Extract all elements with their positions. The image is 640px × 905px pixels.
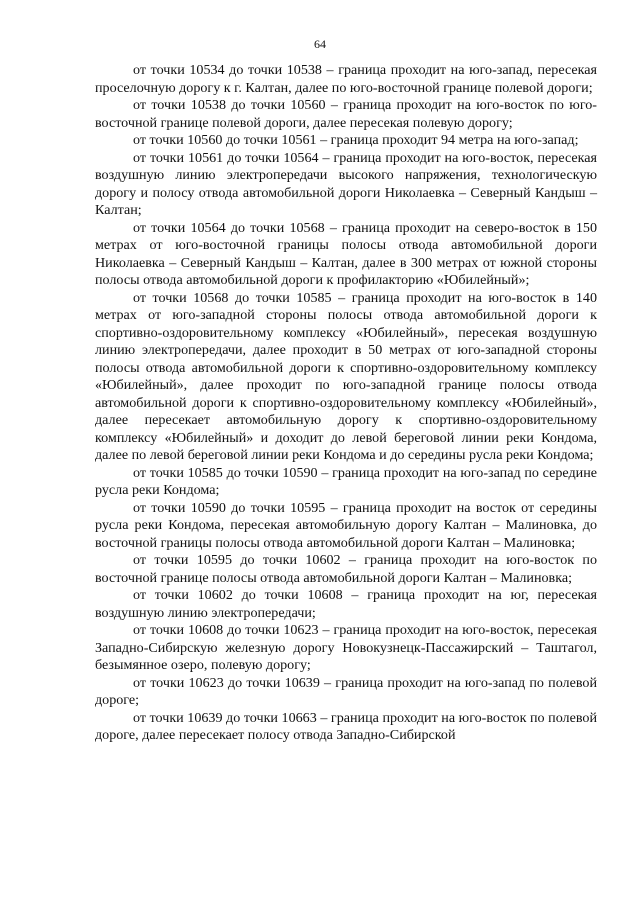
paragraph: от точки 10568 до точки 10585 – граница проходит на юго-восток в 140 метрах от юго-западной стороны полосы отвода автомобильной дороги к спортивно-оздоровительному комплексу «Юбилейный», пересекая воздушную линию электропередачи, далее проходит в 50 метрах от юго-западной стороны полосы отвода автомобильной дороги к спортивно-оздоровительному комплексу «Юбилейный», далее проходит по юго-западной границе полосы отвода автомобильной дороги к спортивно-оздоровительному комплексу «Юбилейный», далее пересекает автомобильную дорогу к спортивно-оздоровительному комплексу «Юбилейный» и доходит до левой береговой линии реки Кондома, далее по левой береговой линии реки Кондома и до середины русла реки Кондома; xyxy=(95,289,597,463)
paragraph: от точки 10595 до точки 10602 – граница проходит на юго-восток по восточной границе полосы отвода автомобильной дороги Калтан – Малиновка; xyxy=(95,552,597,586)
paragraph: от точки 10560 до точки 10561 – граница проходит 94 метра на юго-запад; xyxy=(133,132,579,148)
paragraph: от точки 10608 до точки 10623 – граница проходит на юго-восток, пересекая Западно-Сибирскую железную дорогу Новокузнецк-Пассажирский – Таштагол, безымянное озеро, полевую дорогу; xyxy=(95,622,597,673)
paragraph: от точки 10564 до точки 10568 – граница проходит на северо-восток в 150 метрах от юго-восточной границы полосы отвода автомобильной дороги Николаевка – Северный Кандыш – Калтан, далее в 300 метрах от южной стороны полосы отвода автомобильной дороги к профилакторию «Юбилейный»; xyxy=(95,219,597,288)
paragraph: от точки 10639 до точки 10663 – граница проходит на юго-восток по полевой дороге, далее пересекает полосу отвода Западно-Сибирской xyxy=(95,709,597,743)
paragraph: от точки 10534 до точки 10538 – граница проходит на юго-запад, пересекая проселочную дорогу к г. Калтан, далее по юго-восточной границе полевой дороги; xyxy=(95,62,597,96)
paragraph: от точки 10561 до точки 10564 – граница проходит на юго-восток, пересекая воздушную линию электропередачи высокого напряжения, технологическую дорогу и полосу отвода автомобильной дороги Николаевка – Северный Кандыш – Калтан; xyxy=(95,149,597,218)
paragraph: от точки 10590 до точки 10595 – граница проходит на восток от середины русла реки Кондома, пересекая автомобильную дорогу Калтан – Малиновка, до восточной границы полосы отвода автомобильной дороги Калтан – Малиновка; xyxy=(95,499,597,551)
paragraph: от точки 10623 до точки 10639 – граница проходит на юго-запад по полевой дороге; xyxy=(95,674,597,708)
document-body xyxy=(95,62,597,745)
page-number: 64 xyxy=(314,37,326,51)
paragraph: от точки 10585 до точки 10590 – граница проходит на юго-запад по середине русла реки Кондома; xyxy=(95,464,597,498)
paragraph: от точки 10538 до точки 10560 – граница проходит на юго-восток по юго-восточной границе полевой дороги, далее пересекая полевую дорогу; xyxy=(95,97,597,131)
paragraph: от точки 10602 до точки 10608 – граница проходит на юг, пересекая воздушную линию электропередачи; xyxy=(95,587,597,621)
